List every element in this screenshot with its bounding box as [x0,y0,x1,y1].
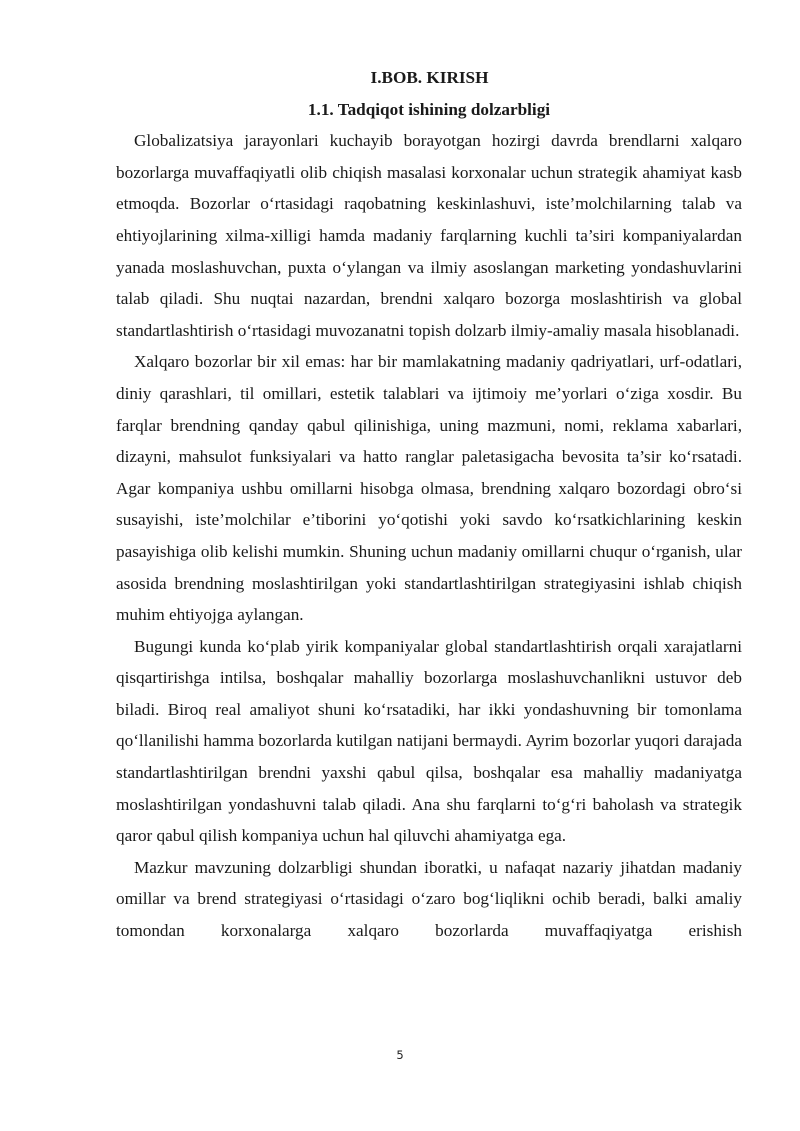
page-number: 5 [396,1048,404,1062]
chapter-title: I.BOB. KIRISH [370,68,489,87]
paragraph-2: Xalqaro bozorlar bir xil emas: har bir mamlakatning madaniy qadriyatlari, urf-odatlari, diniy qarashlari, til omillari, estetik talablari va ijtimoiy me’yorlari o‘ziga xosdir. Bu farqlar brendning qanday qabul qilinishiga, uning mazmuni, nomi, reklama xabarlari, dizayni, mahsulot funksiyalari va hatto ranglar paletasigacha bevosita ta’sir ko‘rsatadi. Agar kompaniya ushbu omillarni hisobga olmasa, brendning xalqaro bozordagi obro‘si susayishi, iste’molchilar e’tiborini yo‘qotishi yoki savdo ko‘rsatkichlarining keskin pasayishiga olib kelishi mumkin. Shuning uchun madaniy omillarni chuqur o‘rganish, ular asosida brendning moslashtirilgan yoki standartlashtirilgan strategiyasini ishlab chiqish muhim ehtiyojga aylangan. [116,352,742,625]
paragraph-4: Mazkur mavzuning dolzarbligi shundan iboratki, u nafaqat nazariy jihatdan madaniy omillar va brend strategiyasi o‘rtasidagi o‘zaro bog‘liqlikni ochib beradi, balki amaliy tomondan korxonalarga xalqaro bozorlarda muvaffaqiyatga erishish [116,857,742,941]
paragraph-3: Bugungi kunda ko‘plab yirik kompaniyalar global standartlashtirish orqali xarajatlarni qisqartirishga intilsa, boshqalar mahalliy bozorlarga moslashuvchanlikni ustuvor deb biladi. Biroq real amaliyot shuni ko‘rsatadiki, har ikki yondashuvning bir tomonlama qo‘llanilishi hamma bozorlarda kutilgan natijani bermaydi. Ayrim bozorlar yuqori darajada standartlashtirilgan brendni yaxshi qabul qilsa, boshqalar esa mahalliy madaniyatga moslashtirilgan yondashuvni talab qiladi. Ana shu farqlarni to‘g‘ri baholash va strategik qaror qabul qilish kompaniya uchun hal qiluvchi ahamiyatga ega. [116,636,742,846]
section-title: 1.1. Tadqiqot ishining dolzarbligi [307,99,551,119]
paragraph-1: Globalizatsiya jarayonlari kuchayib borayotgan hozirgi davrda brendlarni xalqaro bozorlarga muvaffaqiyatli olib chiqish masalasi korxonalar uchun strategik ahamiyat kasb etmoqda. Bozorlar o‘rtasidagi raqobatning keskinlashuvi, iste’molchilarning talab va ehtiyojlarining xilma-xilligi hamda madaniy farqlarning kuchli ta’siri kompaniyalardan yanada moslashuvchan, puxta o‘ylangan va ilmiy asoslangan marketing yondashuvlarini talab qiladi. Shu nuqtai nazardan, brendni xalqaro bozorga moslashtirish va global standartlashtirish o‘rtasidagi muvozanatni topish dolzarb ilmiy-amaliy masala hisoblanadi. [116,131,742,340]
page-content [116,62,742,947]
